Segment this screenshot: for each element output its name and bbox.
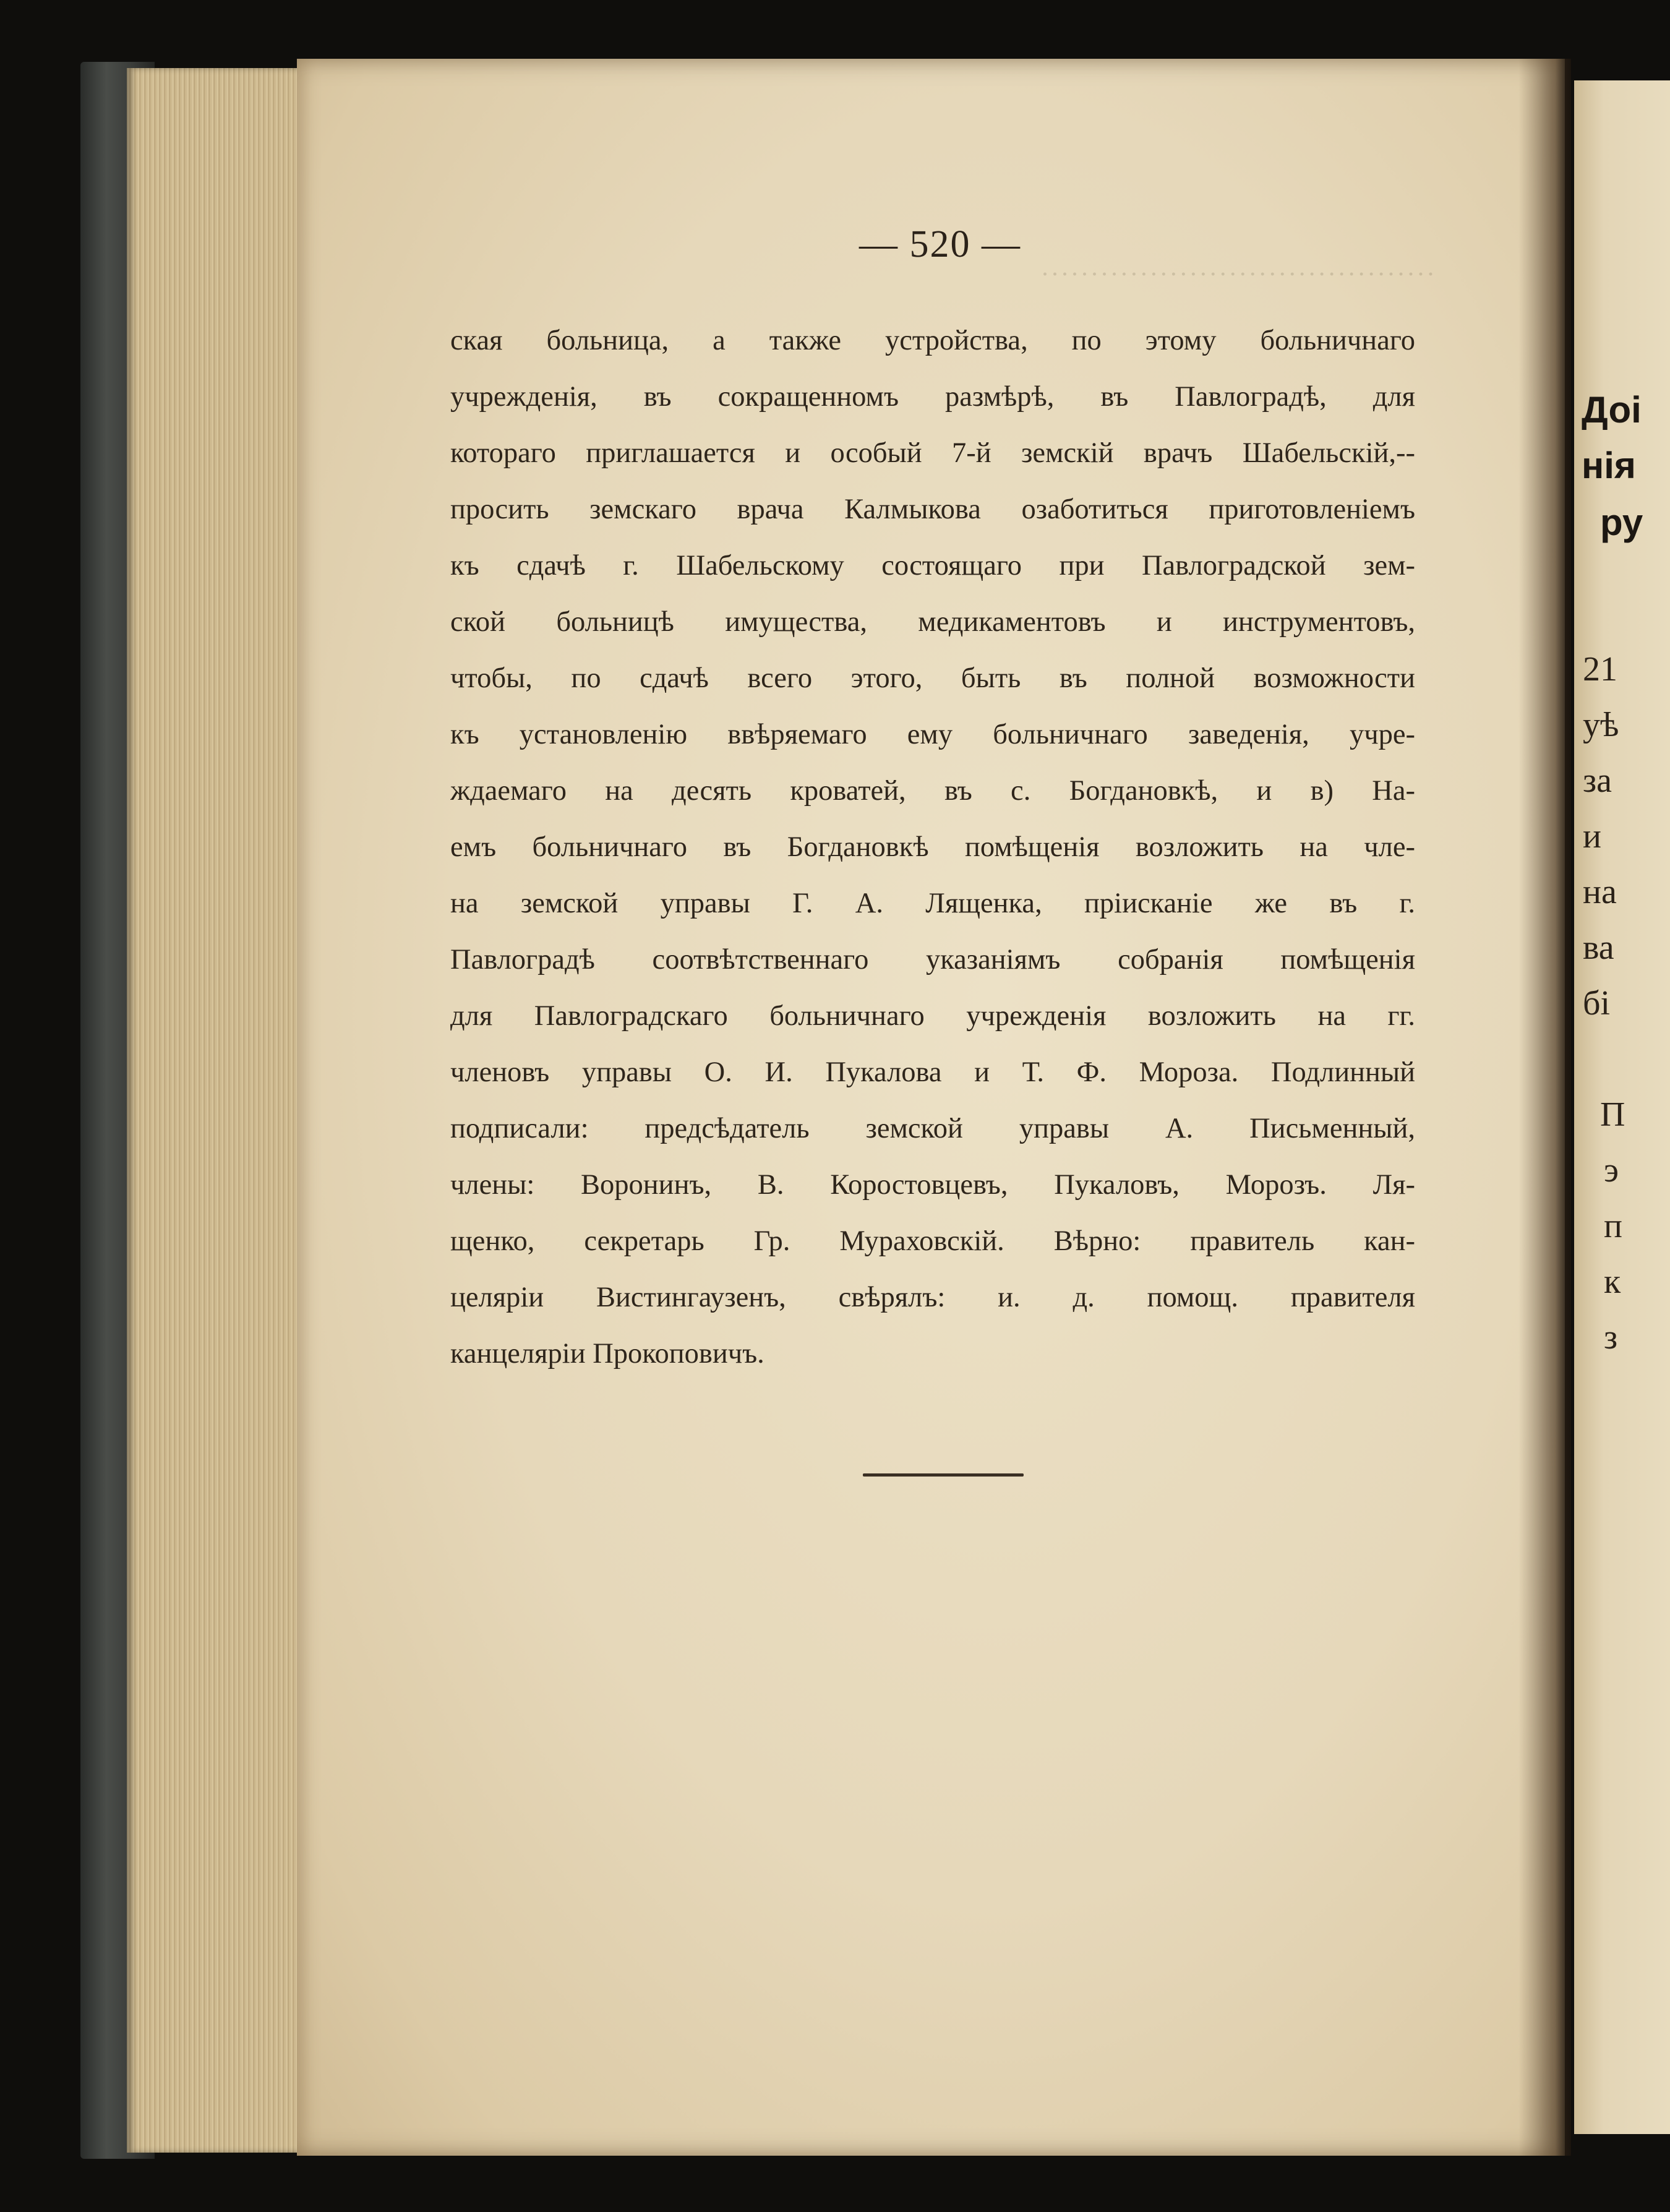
facing-text: п bbox=[1604, 1207, 1622, 1245]
text-line: для Павлоградскаго больничнаго учрежденія возложить на гг. bbox=[450, 1000, 1415, 1032]
facing-text: 21 bbox=[1583, 650, 1617, 688]
facing-text: нія bbox=[1582, 445, 1636, 486]
facing-text: и bbox=[1583, 817, 1601, 855]
text-line: чтобы, по сдачѣ всего этого, быть въ полной возможности bbox=[450, 662, 1415, 694]
body-text bbox=[450, 312, 1415, 1382]
text-line: къ установленію ввѣряемаго ему больничнаго заведенія, учре- bbox=[450, 719, 1415, 750]
end-rule bbox=[863, 1473, 1024, 1477]
text-line: котораго приглашается и особый 7-й земскій врачъ Шабельскій,-- bbox=[450, 437, 1415, 469]
text-line: просить земскаго врача Калмыкова озаботиться приготовленіемъ bbox=[450, 494, 1415, 525]
text-line: на земской управы Г. А. Лященка, пріисканіе же въ г. bbox=[450, 888, 1415, 919]
page-gutter-shadow bbox=[1518, 59, 1571, 2156]
bleed-through-text: ········································ bbox=[1039, 260, 1435, 289]
text-line: щенко, секретарь Гр. Мураховскій. Вѣрно: правитель кан- bbox=[450, 1225, 1415, 1257]
facing-text: э bbox=[1604, 1151, 1619, 1190]
text-line: къ сдачѣ г. Шабельскому состоящаго при Павлоградской зем- bbox=[450, 550, 1415, 581]
text-line: члены: Воронинъ, В. Коростовцевъ, Пукаловъ, Морозъ. Ля- bbox=[450, 1169, 1415, 1201]
text-line: целяріи Вистингаузенъ, свѣрялъ: и. д. помощ. правителя bbox=[450, 1282, 1415, 1313]
facing-text: на bbox=[1583, 873, 1617, 911]
facing-text: уѣ bbox=[1583, 706, 1619, 744]
text-line: ской больницѣ имущества, медикаментовъ и инструментовъ, bbox=[450, 606, 1415, 638]
text-line: членовъ управы О. И. Пукалова и Т. Ф. Мороза. Подлинный bbox=[450, 1057, 1415, 1088]
page-number: — 520 — bbox=[859, 223, 1021, 265]
text-line: ская больница, а также устройства, по этому больничнаго bbox=[450, 325, 1415, 356]
text-line: емъ больничнаго въ Богдановкѣ помѣщенія возложить на чле- bbox=[450, 831, 1415, 863]
text-line: учрежденія, въ сокращенномъ размѣрѣ, въ Павлоградѣ, для bbox=[450, 381, 1415, 413]
facing-text: за bbox=[1583, 761, 1612, 800]
text-line: канцеляріи Прокоповичъ. bbox=[450, 1338, 764, 1370]
facing-text: к bbox=[1604, 1262, 1621, 1301]
text-line: подписали: предсѣдатель земской управы А. Письменный, bbox=[450, 1113, 1415, 1144]
facing-text: ва bbox=[1583, 928, 1614, 967]
facing-text: Доі bbox=[1582, 389, 1642, 431]
facing-text: з bbox=[1604, 1318, 1618, 1357]
facing-text: бі bbox=[1583, 984, 1611, 1022]
text-line: Павлоградѣ соотвѣтственнаго указаніямъ собранія помѣщенія bbox=[450, 944, 1415, 975]
facing-page bbox=[1574, 80, 1670, 2134]
facing-text: ру bbox=[1600, 502, 1643, 543]
facing-text: П bbox=[1600, 1095, 1625, 1134]
text-line: ждаемаго на десять кроватей, въ с. Богдановкѣ, и в) На- bbox=[450, 775, 1415, 807]
page-edges bbox=[127, 68, 312, 2153]
